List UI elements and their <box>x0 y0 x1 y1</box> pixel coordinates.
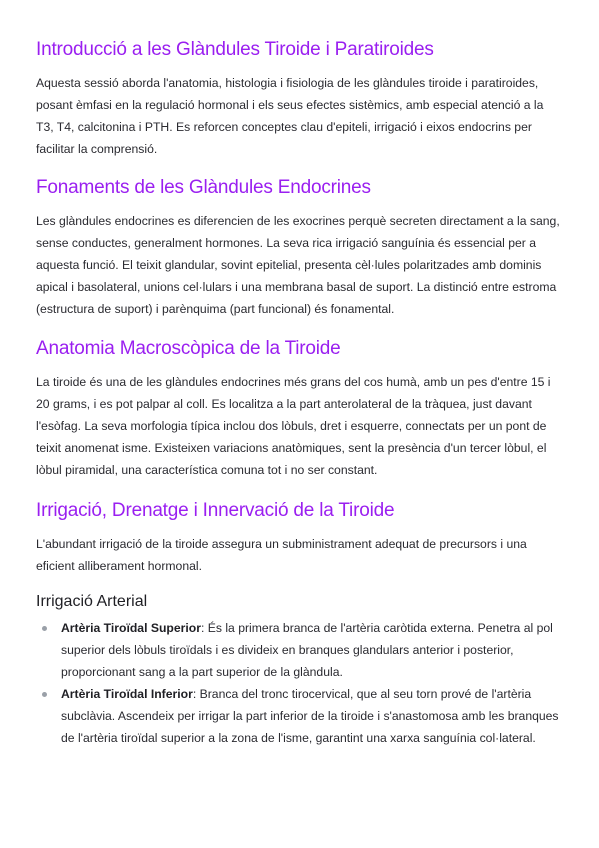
section-body-introduccio: Aquesta sessió aborda l'anatomia, histologia i fisiologia de les glàndules tiroide i paratiroides, posant èmfasi en la regulació hormonal i els seus efectes sistèmics, amb especial atenció a la T3, T4, calcitonina i PTH. Es reforcen conceptes clau d'epiteli, irrigació i eixos endocrins per facilitar la comprensió. <box>36 76 544 156</box>
section-body-fonaments: Les glàndules endocrines es diferencien de les exocrines perquè secreten directament a la sang, sense conductes, generalment hormones. La seva rica irrigació sanguínia és essencial per a aquesta funció. El teixit glandular, sovint epitelial, presenta cèl·lules polaritzades amb dominis apical i basolateral, unions cel·lulars i una membrana basal de suport. La distinció entre estroma (estructura de suport) i parènquima (part funcional) és fonamental. <box>36 214 560 316</box>
section-title-anatomia: Anatomia Macroscòpica de la Tiroide <box>36 338 341 359</box>
list-item-term: Artèria Tiroïdal Inferior <box>61 687 193 701</box>
section-body-irrigacio: L'abundant irrigació de la tiroide assegura un subministrament adequat de precursors i una eficient alliberament hormonal. <box>36 537 527 573</box>
list-item-text: : Branca del tronc tirocervical, que al seu torn prové de l'artèria subclàvia. Ascendeix per irrigar la part inferior de la tiroide i s'anastomosa amb les branques de l'artèria tiroïdal superior a la zona de l'isme, garantint una xarxa sanguínia col·lateral. <box>61 687 559 745</box>
section-title-introduccio: Introducció a les Glàndules Tiroide i Paratiroides <box>36 39 434 60</box>
list-item-text: : És la primera branca de l'artèria caròtida externa. Penetra al pol superior dels lòbuls tiroïdals i es divideix en branques glandulars anterior i posterior, proporcionant sang a la part superior de la glàndula. <box>61 621 553 679</box>
list-item <box>36 617 563 683</box>
list-item-term: Artèria Tiroïdal Superior <box>61 621 201 635</box>
section-body-anatomia: La tiroide és una de les glàndules endocrines més grans del cos humà, amb un pes d'entre 15 i 20 grams, i es pot palpar al coll. Es localitza a la part anterolateral de la tràquea, just davant l'esòfag. La seva morfologia típica inclou dos lòbuls, dret i esquerre, connectats per un pont de teixit anomenat isme. Existeixen variacions anatòmiques, sent la presència d'un tercer lòbul, el lòbul piramidal, una característica comuna tot i no ser constant. <box>36 375 551 477</box>
bullet-dot-icon <box>42 626 47 631</box>
subsection-title-irrigacio-arterial: Irrigació Arterial <box>36 593 148 610</box>
bullet-dot-icon <box>42 692 47 697</box>
list-item <box>36 683 563 749</box>
arteries-list <box>36 617 563 749</box>
section-title-fonaments: Fonaments de les Glàndules Endocrines <box>36 177 371 198</box>
section-title-irrigacio: Irrigació, Drenatge i Innervació de la Tiroide <box>36 500 395 521</box>
